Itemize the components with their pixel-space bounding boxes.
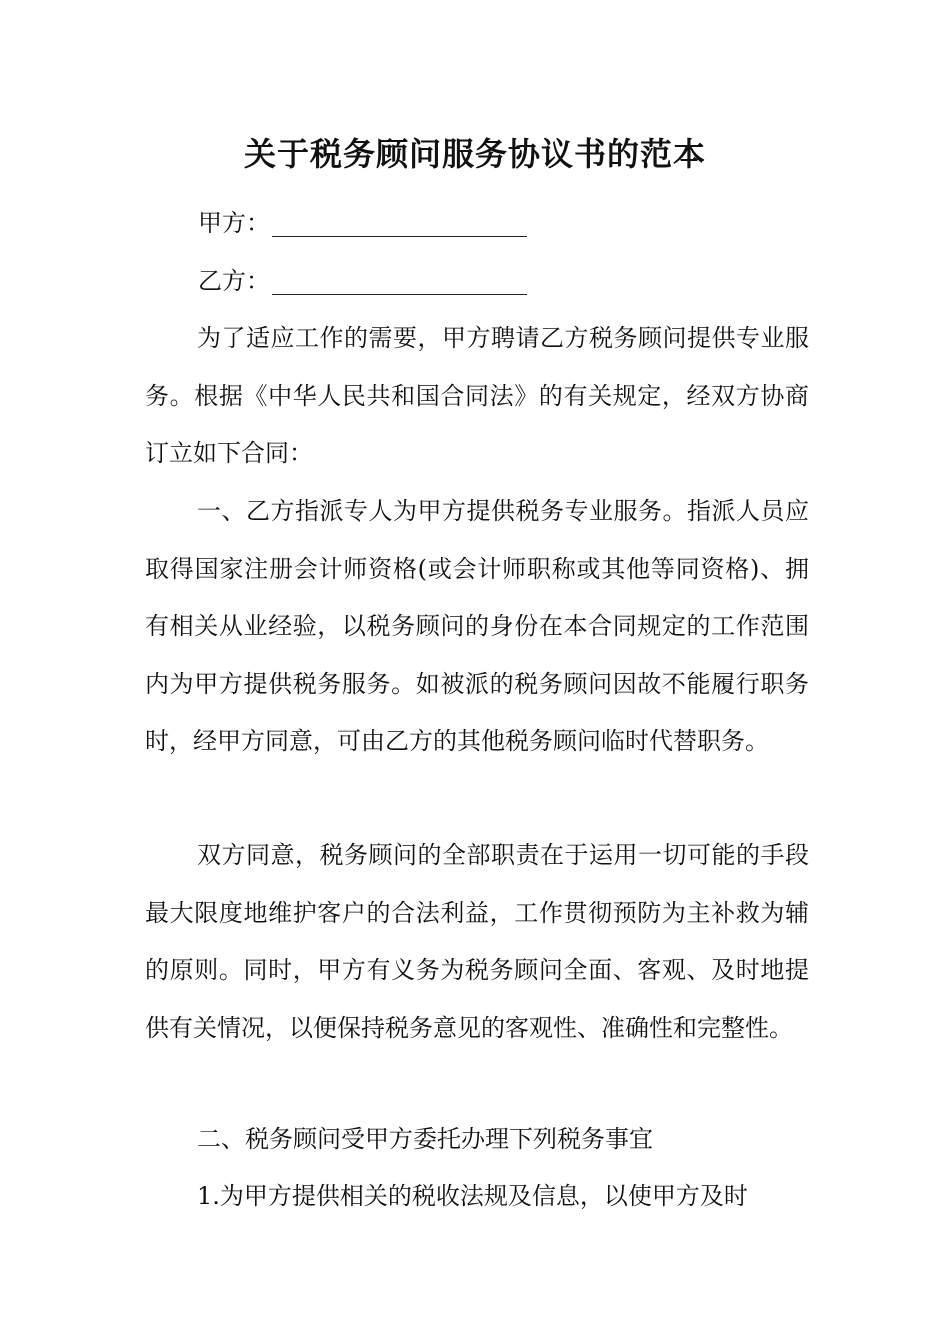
paragraph-clause-2-heading: 二、税务顾问受甲方委托办理下列税务事宜 [197, 1125, 653, 1153]
party-a-label: 甲方： [198, 209, 270, 237]
party-a-blank [272, 212, 527, 237]
party-b-label: 乙方： [198, 267, 270, 295]
party-b-line [198, 261, 527, 301]
paragraph-item-1: 1.为甲方提供相关的税收法规及信息，以使甲方及时 [197, 1182, 748, 1210]
paragraph-duties: 双方同意，税务顾问的全部职责在于运用一切可能的手段最大限度地维护客户的合法利益，工作贯彻预防为主补救为辅的原则。同时，甲方有义务为税务顾问全面、客观、及时地提供有关情况，以便保持税务意见的客观性、准确性和完整性。 [145, 841, 809, 1042]
paragraph-intro: 为了适应工作的需要，甲方聘请乙方税务顾问提供专业服务。根据《中华人民共和国合同法》的有关规定，经双方协商订立如下合同： [145, 324, 809, 468]
paragraph-clause-1: 一、乙方指派专人为甲方提供税务专业服务。指派人员应取得国家注册会计师资格(或会计师职称或其他等同资格)、拥有相关从业经验，以税务顾问的身份在本合同规定的工作范围内为甲方提供税务服务。如被派的税务顾问因故不能履行职务时，经甲方同意，可由乙方的其他税务顾问临时代替职务。 [145, 497, 809, 756]
document-title: 关于税务顾问服务协议书的范本 [243, 135, 706, 173]
party-b-blank [272, 270, 527, 295]
party-a-line [198, 203, 527, 243]
